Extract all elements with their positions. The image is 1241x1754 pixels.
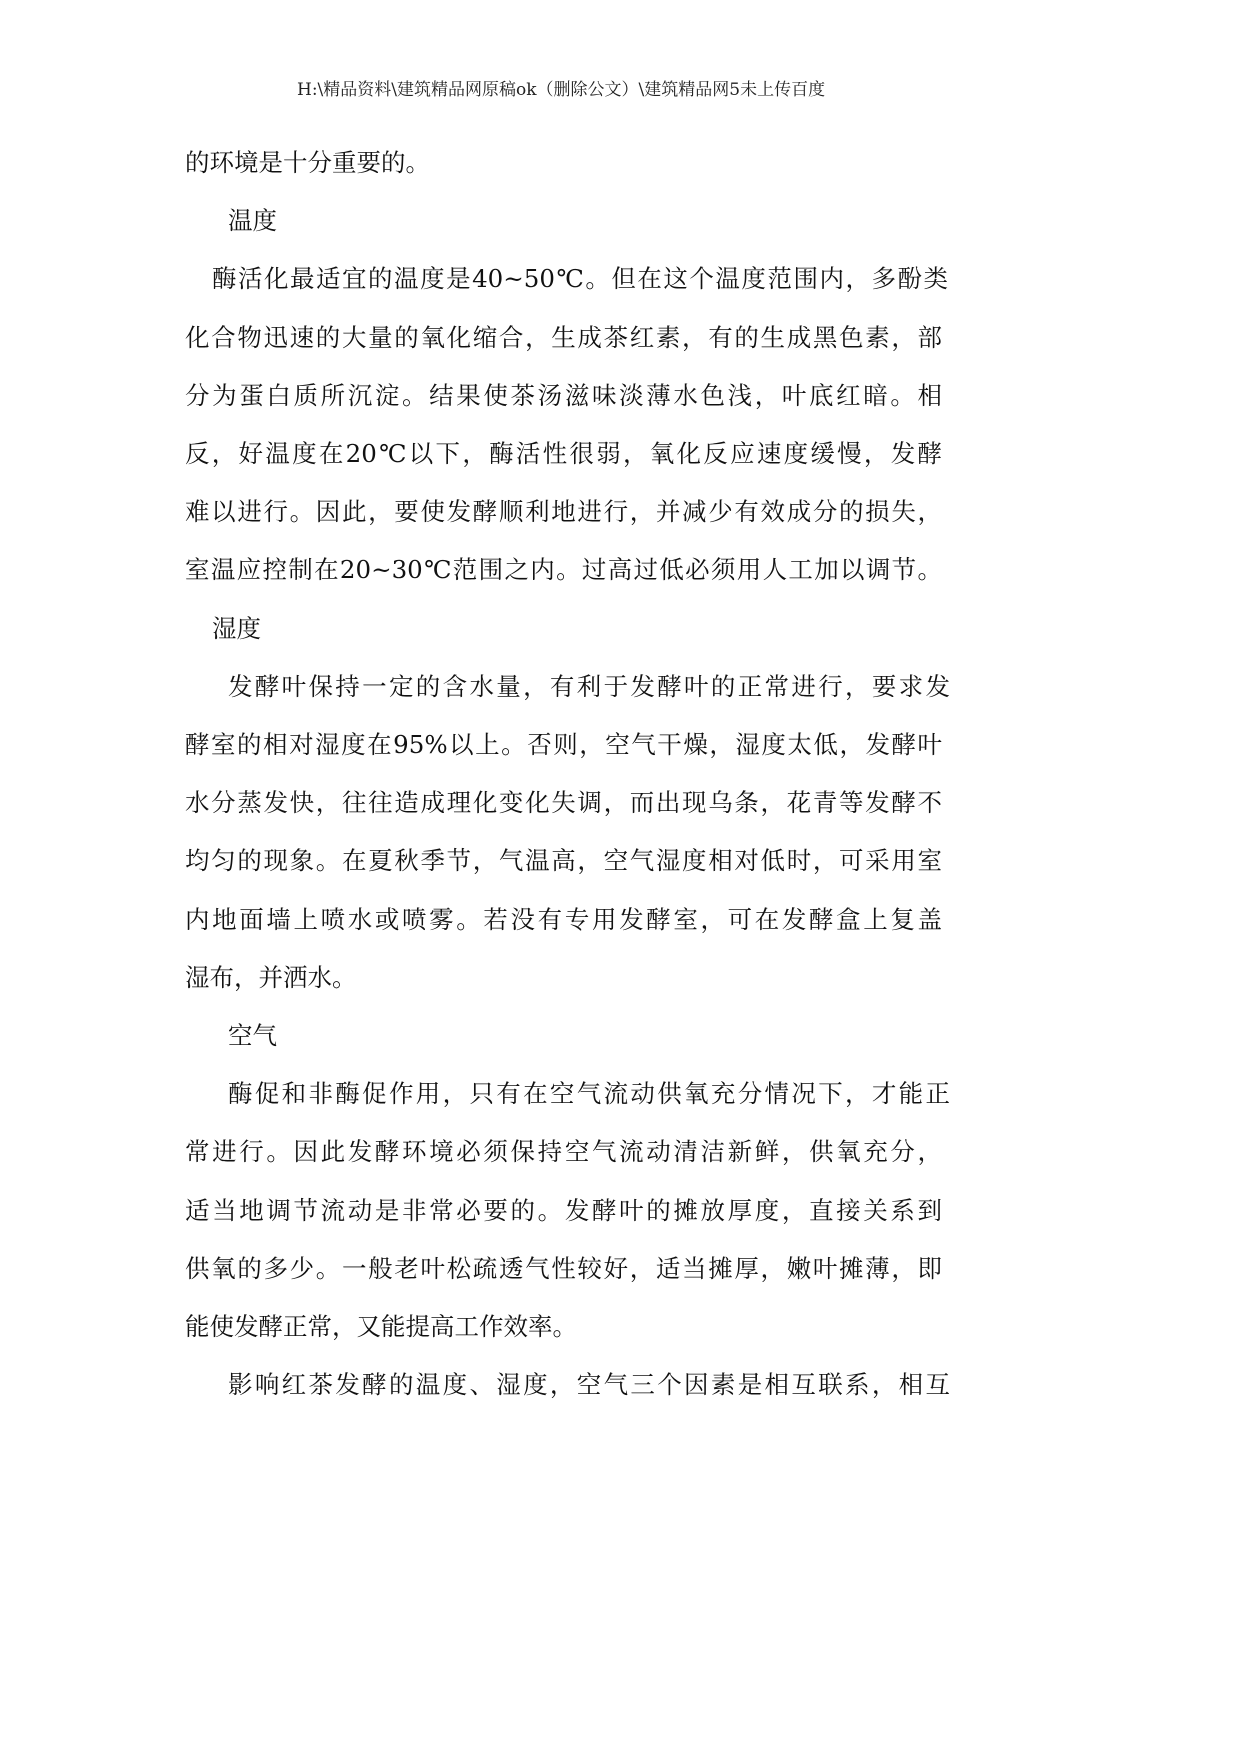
paragraph-line: 能使发酵正常，又能提高工作效率。 [185, 1312, 577, 1341]
paragraph-line: 化合物迅速的大量的氧化缩合，生成茶红素，有的生成黑色素，部 [185, 323, 942, 352]
paragraph-line: 室温应控制在20~30℃范围之内。过高过低必须用人工加以调节。 [185, 555, 942, 584]
paragraph-line: 影响红茶发酵的温度、湿度，空气三个因素是相互联系，相互 [228, 1370, 950, 1399]
paragraph-line: 发酵叶保持一定的含水量，有利于发酵叶的正常进行，要求发 [228, 672, 950, 701]
paragraph-line: 湿布，并洒水。 [185, 963, 357, 992]
paragraph-line: 内地面墙上喷水或喷雾。若没有专用发酵室，可在发酵盒上复盖 [185, 905, 942, 934]
paragraph-line: 的环境是十分重要的。 [185, 148, 430, 177]
paragraph-line: 均匀的现象。在夏秋季节，气温高，空气湿度相对低时，可采用室 [185, 846, 942, 875]
section-heading-air: 空气 [228, 1021, 277, 1050]
section-heading-humidity: 湿度 [212, 614, 261, 643]
section-heading-temperature: 温度 [228, 206, 277, 235]
paragraph-line: 酶活化最适宜的温度是40~50℃。但在这个温度范围内，多酚类 [212, 264, 948, 293]
paragraph-line: 酶促和非酶促作用，只有在空气流动供氧充分情况下，才能正 [228, 1079, 950, 1108]
paragraph-line: 酵室的相对湿度在95%以上。否则，空气干燥，湿度太低，发酵叶 [185, 730, 942, 759]
paragraph-line: 供氧的多少。一般老叶松疏透气性较好，适当摊厚，嫩叶摊薄，即 [185, 1254, 942, 1283]
paragraph-line: 反，好温度在20℃以下，酶活性很弱，氧化反应速度缓慢，发酵 [185, 439, 942, 468]
paragraph-line: 常进行。因此发酵环境必须保持空气流动清洁新鲜，供氧充分， [185, 1137, 942, 1166]
paragraph-line: 分为蛋白质所沉淀。结果使茶汤滋味淡薄水色浅，叶底红暗。相 [185, 381, 942, 410]
file-path-header: H:\精品资料\建筑精品网原稿ok（删除公文）\建筑精品网5未上传百度 [297, 80, 826, 100]
paragraph-line: 适当地调节流动是非常必要的。发酵叶的摊放厚度，直接关系到 [185, 1196, 942, 1225]
paragraph-line: 水分蒸发快，往往造成理化变化失调，而出现乌条，花青等发酵不 [185, 788, 942, 817]
paragraph-line: 难以进行。因此，要使发酵顺利地进行，并减少有效成分的损失， [185, 497, 942, 526]
